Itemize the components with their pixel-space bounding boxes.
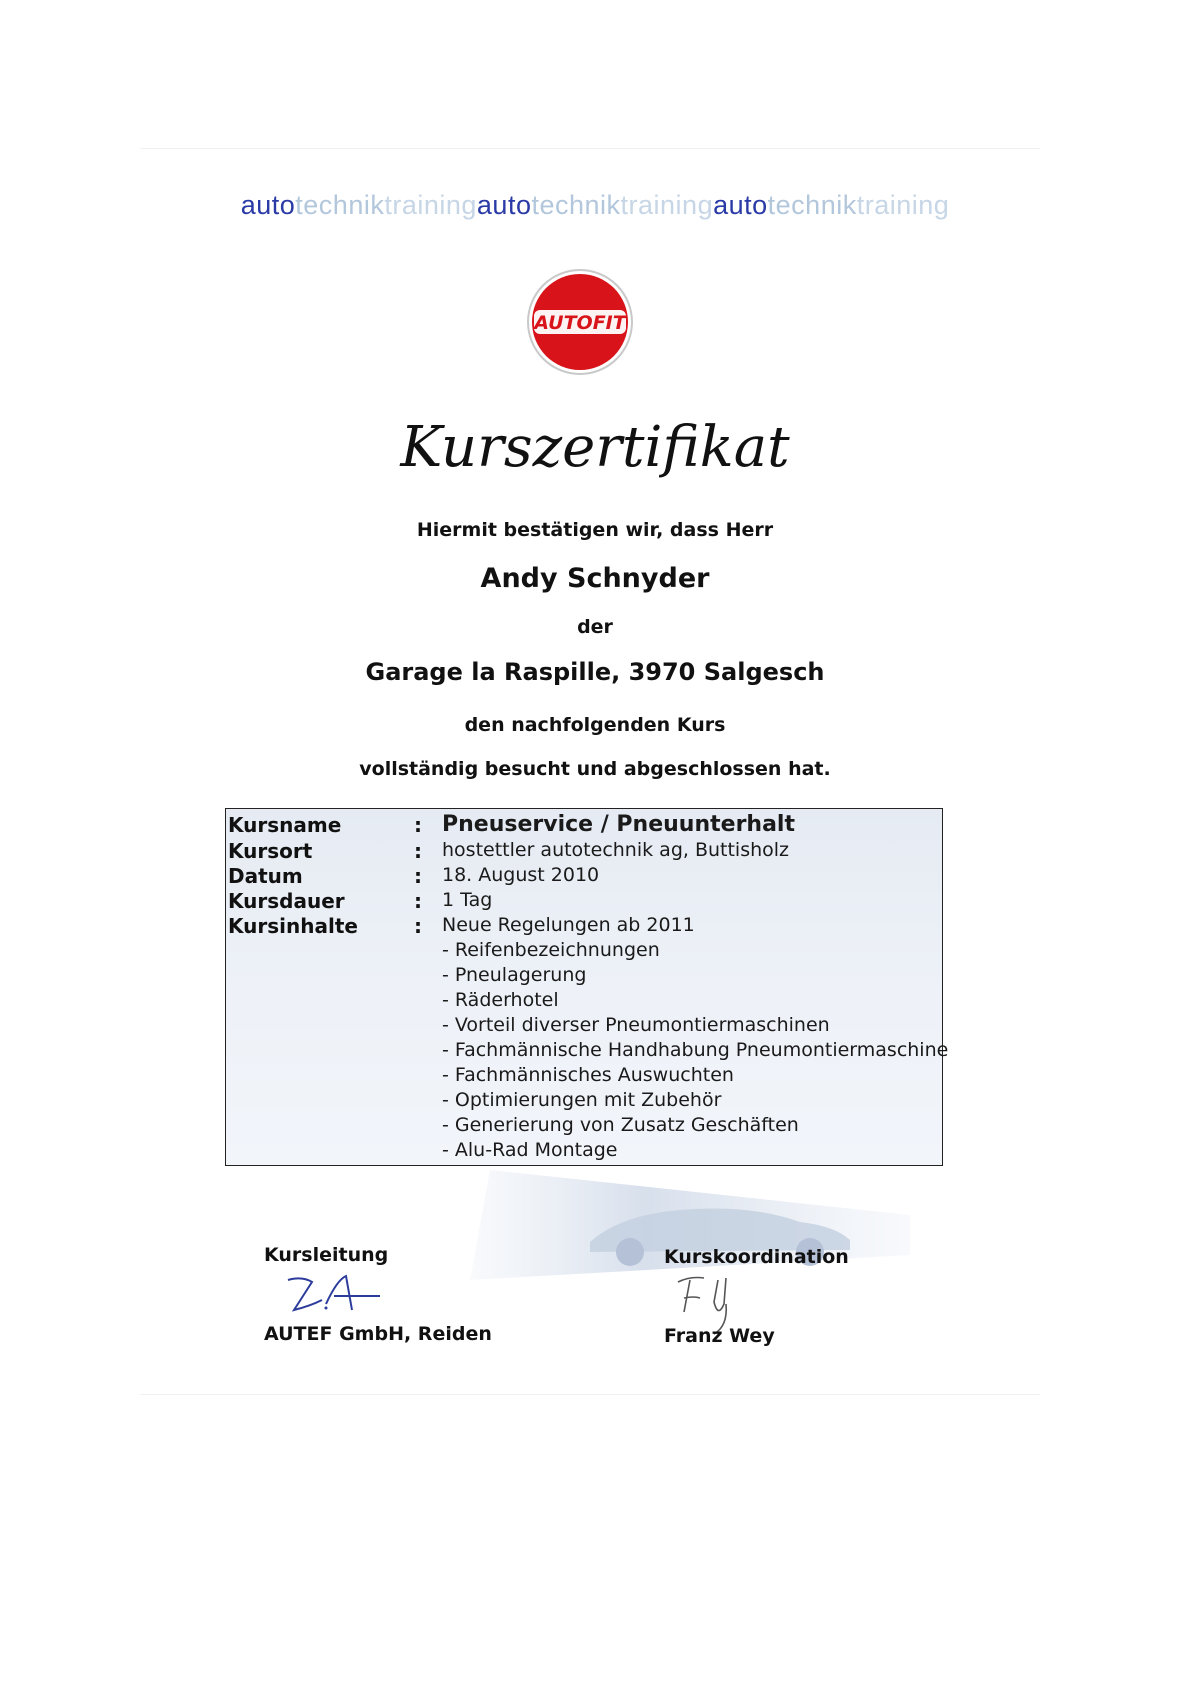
header-auto-3: auto xyxy=(713,190,768,220)
datum-value: 18. August 2010 xyxy=(442,864,600,886)
content-item: - Fachmännische Handhabung Pneumontiermaschine xyxy=(442,1039,949,1061)
header-training-3: training xyxy=(856,190,950,220)
content-item: - Optimierungen mit Zubehör xyxy=(442,1089,722,1111)
kursleitung-label: Kursleitung xyxy=(264,1244,389,1266)
svg-text:AUTOFIT: AUTOFIT xyxy=(534,312,626,334)
kursdauer-row xyxy=(226,889,942,914)
content-item: - Alu-Rad Montage xyxy=(442,1139,618,1161)
course-line-2: vollständig besucht und abgeschlossen hat. xyxy=(359,758,831,780)
kursname-row xyxy=(226,813,942,838)
header-technik-1: technik xyxy=(295,190,385,220)
header-training-1: training xyxy=(384,190,477,220)
content-item: - Generierung von Zusatz Geschäften xyxy=(442,1114,799,1136)
kursname-label: Kursname xyxy=(228,813,342,837)
header-auto-1: auto xyxy=(240,190,296,220)
person-name: Andy Schnyder xyxy=(480,563,710,594)
kurskoordination-label: Kurskoordination xyxy=(664,1246,849,1268)
kurskoordination-name: Franz Wey xyxy=(664,1325,775,1347)
kursdauer-value: 1 Tag xyxy=(442,889,493,911)
header-training-2: training xyxy=(620,190,714,220)
colon: : xyxy=(414,813,422,837)
kursinhalte-value: Neue Regelungen ab 2011 xyxy=(442,914,695,936)
content-item: - Vorteil diverser Pneumontiermaschinen xyxy=(442,1014,830,1036)
content-item: - Räderhotel xyxy=(442,989,559,1011)
colon: : xyxy=(414,889,422,913)
content-item: - Reifenbezeichnungen xyxy=(442,939,660,961)
bottom-rule xyxy=(140,1394,1040,1395)
kursort-label: Kursort xyxy=(228,839,313,863)
content-item: - Pneulagerung xyxy=(442,964,587,986)
kursinhalte-row xyxy=(226,914,942,939)
course-line-1: den nachfolgenden Kurs xyxy=(464,714,726,736)
autofit-logo xyxy=(526,268,634,376)
colon: : xyxy=(414,864,422,888)
intro-text: Hiermit bestätigen wir, dass Herr xyxy=(416,519,774,541)
header-technik-2: technik xyxy=(531,190,621,220)
brand-header xyxy=(0,190,1190,221)
colon: : xyxy=(414,914,422,938)
kursinhalte-label: Kursinhalte xyxy=(228,914,358,938)
header-auto-2: auto xyxy=(476,190,532,220)
top-rule xyxy=(140,148,1040,149)
course-details-box xyxy=(225,808,949,1166)
certificate-title: Kurszertifikat xyxy=(400,415,790,480)
datum-row xyxy=(226,864,942,889)
kursname-value: Pneuservice / Pneuunterhalt xyxy=(442,812,795,837)
connector-text: der xyxy=(577,616,613,638)
company-name: Garage la Raspille, 3970 Salgesch xyxy=(365,658,825,686)
colon: : xyxy=(414,839,422,863)
kursort-value: hostettler autotechnik ag, Buttisholz xyxy=(442,839,790,861)
content-item: - Fachmännisches Auswuchten xyxy=(442,1064,734,1086)
left-signature xyxy=(282,1270,392,1318)
datum-label: Datum xyxy=(228,864,303,888)
kursdauer-label: Kursdauer xyxy=(228,889,345,913)
header-technik-3: technik xyxy=(767,190,857,220)
kursort-row xyxy=(226,839,942,864)
kursleitung-name: AUTEF GmbH, Reiden xyxy=(264,1323,492,1345)
